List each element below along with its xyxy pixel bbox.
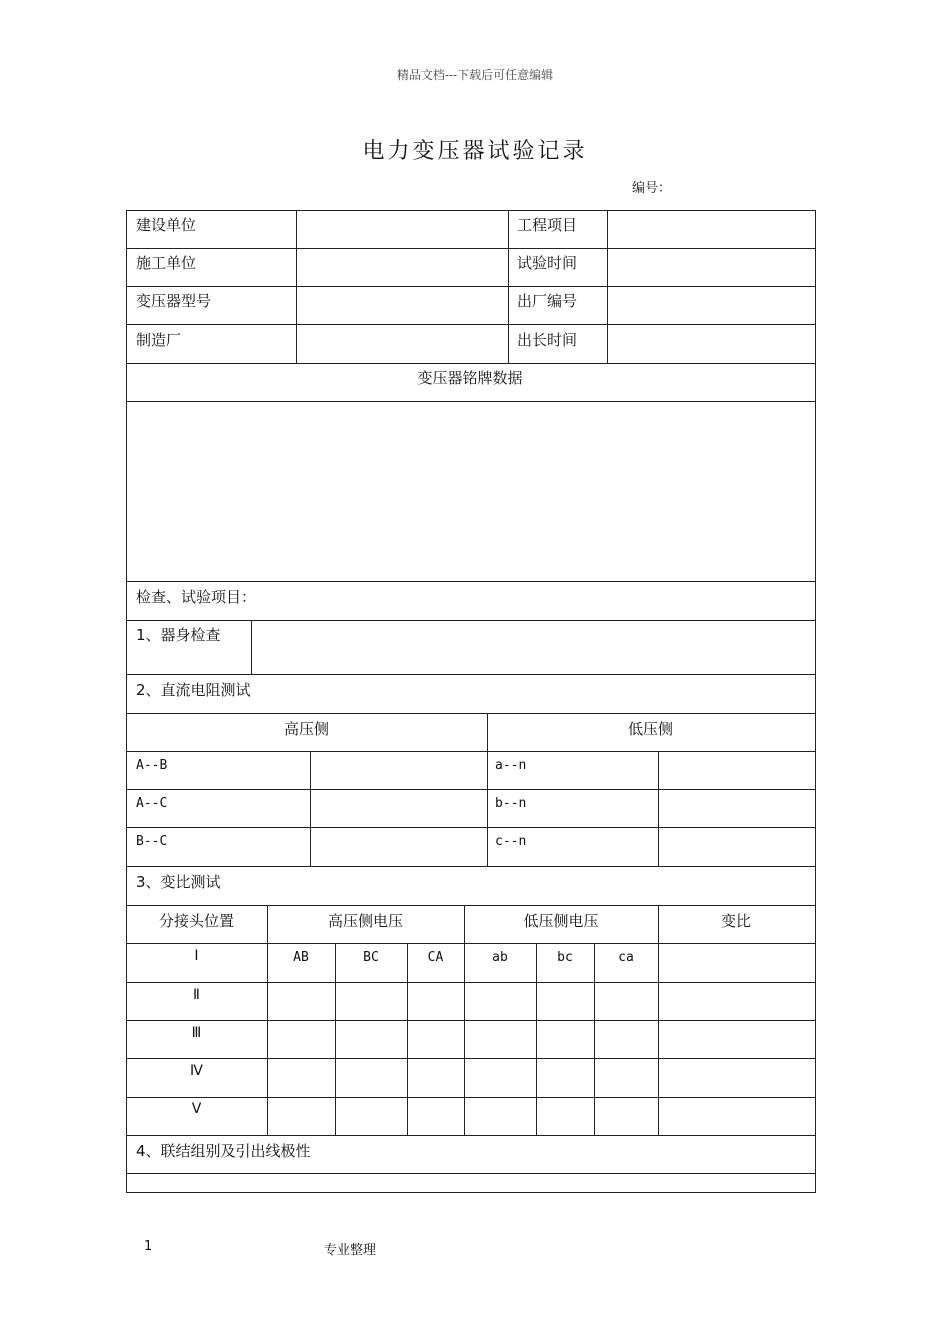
label-project: 工程项目 (517, 216, 578, 234)
row-divider (126, 751, 815, 752)
ratio-col-high: 高压侧电压 (327, 912, 403, 930)
col-divider (251, 620, 252, 674)
tap-position: Ⅴ (191, 1101, 202, 1117)
item-ratio-test: 3、变比测试 (136, 873, 221, 891)
footer-text: 专业整理 (324, 1243, 377, 1258)
page-number: 1 (144, 1239, 153, 1254)
row-divider (126, 827, 815, 828)
dc-high-row-label: A--B (136, 758, 168, 773)
row-divider (126, 1020, 815, 1021)
dc-low-row-label: b--n (495, 796, 527, 811)
row-divider (126, 581, 815, 582)
col-divider (296, 210, 297, 363)
label-manufacturer: 制造厂 (136, 331, 182, 349)
col-divider (310, 751, 311, 866)
label-transformer-model: 变压器型号 (136, 292, 212, 310)
ratio-sub-ca-low: ca (618, 950, 634, 965)
row-divider (126, 905, 815, 906)
row-divider (126, 248, 815, 249)
row-divider (126, 674, 815, 675)
dc-low-row-label: a--n (495, 758, 527, 773)
row-divider (126, 789, 815, 790)
item-body-inspection: 1、器身检查 (136, 626, 221, 644)
col-divider (536, 943, 537, 1135)
row-divider (126, 982, 815, 983)
tap-position: Ⅳ (190, 1063, 203, 1079)
col-divider (267, 905, 268, 1135)
dc-high-row-label: A--C (136, 796, 168, 811)
ratio-sub-ab-low: ab (492, 950, 508, 965)
ratio-sub-ca-high: CA (427, 950, 444, 965)
row-divider (126, 1097, 815, 1098)
ratio-sub-ab-high: AB (293, 950, 309, 965)
ratio-sub-bc-high: BC (363, 950, 379, 965)
row-divider (126, 401, 815, 402)
col-divider (607, 210, 608, 363)
row-divider (126, 286, 815, 287)
nameplate-heading: 变压器铭牌数据 (417, 369, 523, 387)
dc-high-row-label: B--C (136, 834, 168, 849)
form-table (126, 210, 816, 1193)
dc-high-side-header: 高压侧 (283, 720, 329, 738)
inspection-heading: 检查、试验项目： (136, 588, 257, 606)
tap-position: Ⅲ (191, 1025, 202, 1041)
ratio-col-tap: 分接头位置 (158, 912, 234, 930)
label-test-time: 试验时间 (517, 254, 578, 272)
row-divider (126, 713, 815, 714)
row-divider (126, 943, 815, 944)
row-divider (126, 620, 815, 621)
item-dc-resistance: 2、直流电阻测试 (136, 681, 251, 699)
col-divider (335, 943, 336, 1135)
col-divider (658, 751, 659, 866)
doc-number-label: 编号： (632, 181, 672, 196)
row-divider (126, 1135, 815, 1136)
col-divider (594, 943, 595, 1135)
dc-low-row-label: c--n (495, 834, 527, 849)
tap-position: Ⅰ (194, 948, 199, 964)
row-divider (126, 1173, 815, 1174)
col-divider (464, 905, 465, 1135)
item-vector-group: 4、联结组别及引出线极性 (136, 1142, 311, 1160)
row-divider (126, 1058, 815, 1059)
row-divider (126, 866, 815, 867)
label-construction-company: 施工单位 (136, 254, 197, 272)
col-divider (658, 905, 659, 1135)
ratio-sub-bc-low: bc (557, 950, 573, 965)
row-divider (126, 363, 815, 364)
row-divider (126, 324, 815, 325)
page-title: 电力变压器试验记录 (362, 139, 588, 164)
col-divider (508, 210, 509, 363)
col-divider (407, 943, 408, 1135)
ratio-col-low: 低压侧电压 (523, 912, 599, 930)
header-note: 精品文档---下载后可任意编辑 (396, 68, 554, 82)
tap-position: Ⅱ (193, 987, 200, 1003)
ratio-col-ratio: 变比 (720, 912, 751, 930)
label-delivery-time: 出长时间 (517, 331, 578, 349)
dc-low-side-header: 低压侧 (627, 720, 673, 738)
label-construction-unit: 建设单位 (136, 216, 197, 234)
label-serial-number: 出厂编号 (517, 292, 578, 310)
